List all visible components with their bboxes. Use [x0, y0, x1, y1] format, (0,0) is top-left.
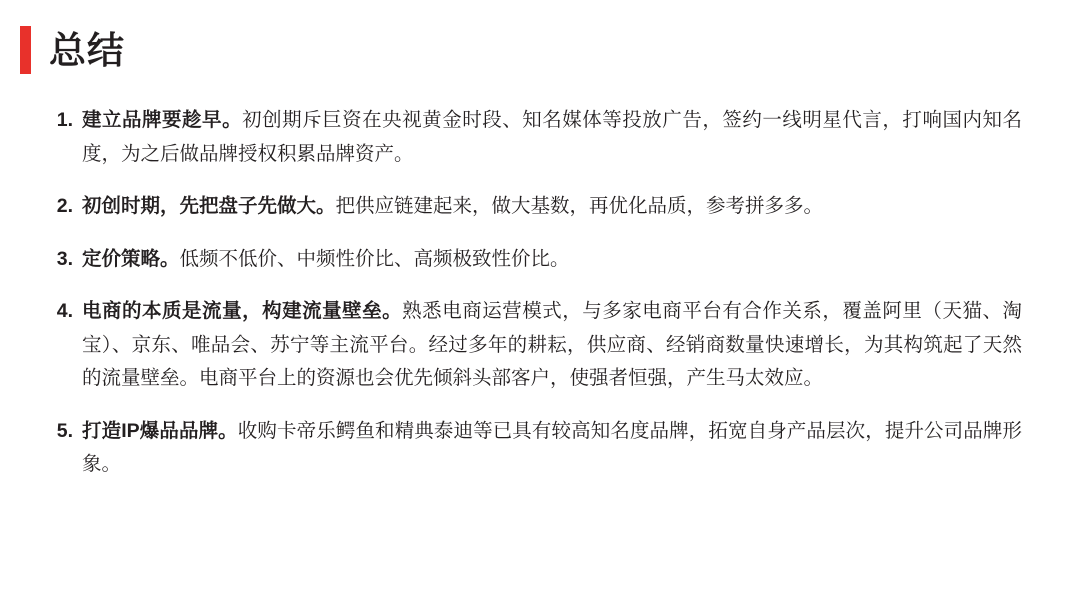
list-item-text: 把供应链建起来，做大基数，再优化品质，参考拼多多。 [335, 195, 824, 218]
summary-list [47, 104, 1022, 482]
list-item-lead: 电商的本质是流量，构建流量壁垒。 [82, 300, 403, 323]
page-title: 总结 [49, 29, 125, 71]
list-item-text: 低频不低价、中频性价比、高频极致性价比。 [179, 247, 570, 270]
list-item-lead: 打造IP爆品品牌。 [82, 419, 238, 442]
list-item [47, 190, 1022, 224]
slide-body [47, 104, 1022, 501]
list-item [47, 243, 1022, 277]
list-item-lead: 建立品牌要趁早。 [82, 109, 243, 131]
list-item-text: 初创期斥巨资在央视黄金时段、知名媒体等投放广告，签约一线明星代言，打响国内知名度，为之后做品牌授权积累品牌资产。 [82, 109, 1022, 165]
accent-bar [20, 26, 31, 74]
list-item [47, 104, 1022, 171]
list-item-lead: 定价策略。 [82, 247, 180, 270]
list-item-text: 收购卡帝乐鳄鱼和精典泰迪等已具有较高知名度品牌，拓宽自身产品层次，提升公司品牌形象。 [82, 419, 1022, 476]
slide-header [20, 26, 125, 74]
list-item [47, 415, 1022, 482]
list-item-lead: 初创时期，先把盘子先做大。 [82, 195, 336, 218]
list-item-text: 熟悉电商运营模式，与多家电商平台有合作关系，覆盖阿里（天猫、淘宝）、京东、唯品会、苏宁等主流平台。经过多年的耕耘，供应商、经销商数量快速增长，为其构筑起了天然的流量壁垒。电商平台上的资源也会优先倾斜头部客户，使强者恒强，产生马太效应。 [82, 300, 1022, 390]
list-item [47, 295, 1022, 396]
